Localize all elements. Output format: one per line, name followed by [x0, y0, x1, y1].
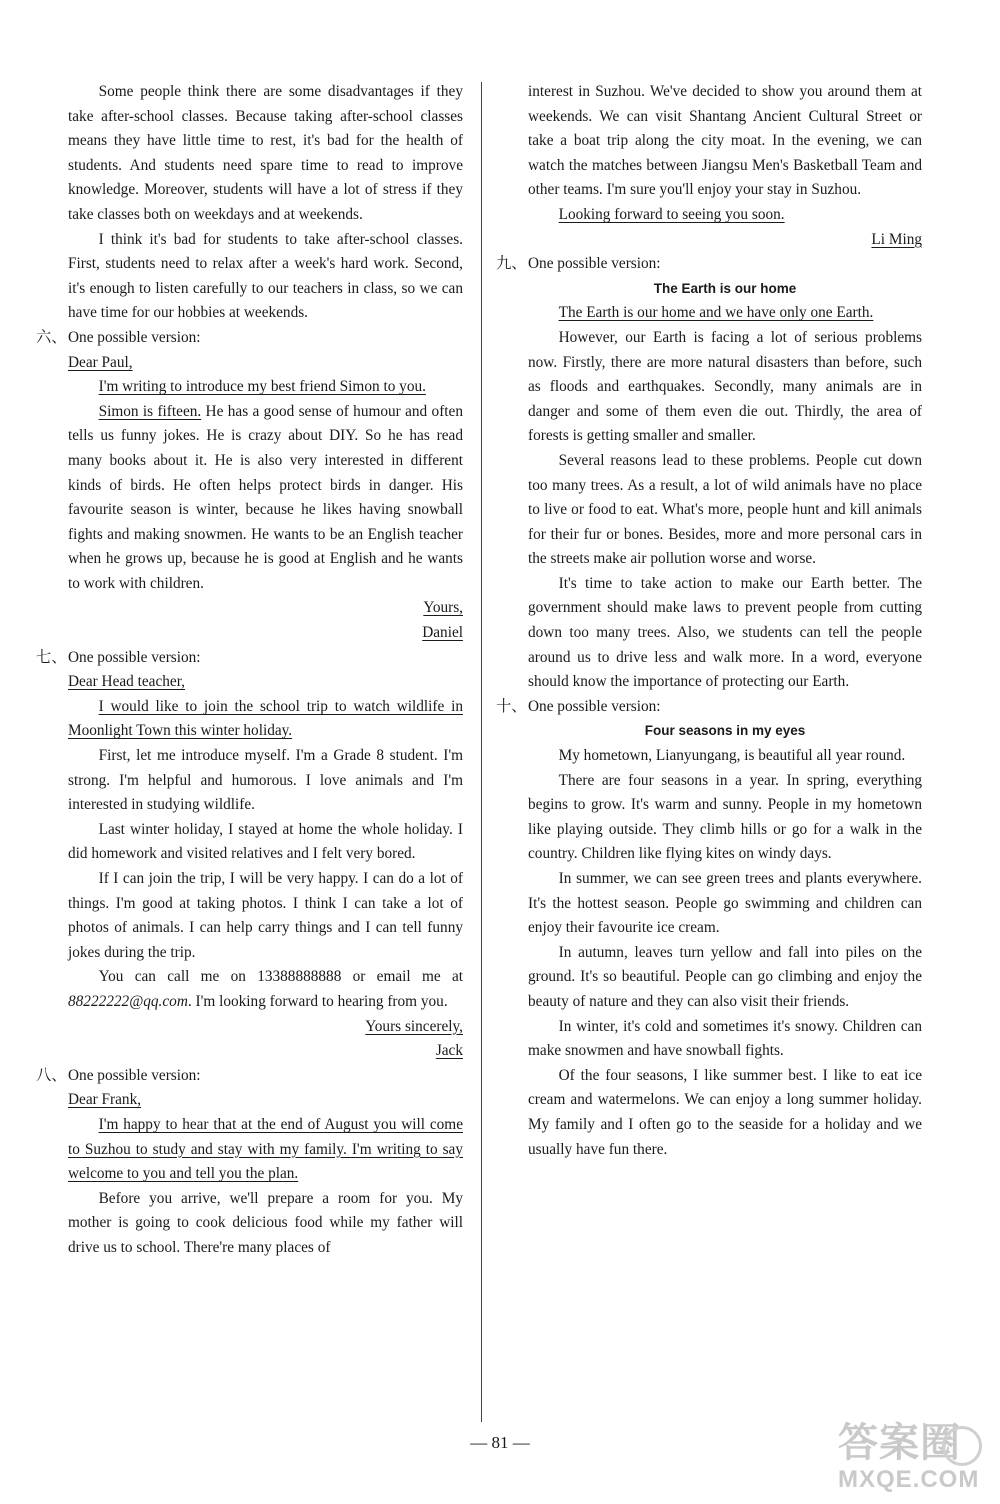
paragraph: Last winter holiday, I stayed at home the whole holiday. I did homework and visited relatives and I felt very bored.: [68, 820, 463, 863]
paragraph: First, let me introduce myself. I'm a Grade 8 student. I'm strong. I'm helpful and humorous. I love animals and I'm interested in studying wildlife.: [68, 747, 463, 814]
letter-intro: I'm happy to hear that at the end of August you will come to Suzhou to study and stay with my family. I'm writing to say welcome to you and tell you the plan.: [68, 1115, 463, 1183]
letter-signature: Li Ming: [871, 230, 922, 248]
email-address: 88222222@qq.com: [68, 992, 188, 1010]
paragraph: Before you arrive, we'll prepare a room for you. My mother is going to cook delicious food while my father will drive us to school. There're many places of: [68, 1189, 463, 1256]
paragraph: Of the four seasons, I like summer best. I like to eat ice cream and watermelons. We can enjoy a long summer holiday. My family and I often go to the seaside for a holiday and we usually have fun there.: [528, 1066, 922, 1158]
paragraph: Some people think there are some disadvantages if they take after-school classes. Because taking after-school classes means they have little time to rest, it's bad for the health of students. And students need spare time to read to improve knowledge. Moreover, students will have a lot of stress if they take classes both on weekdays and at weekends.: [68, 83, 463, 223]
section-label: One possible version:: [528, 697, 661, 715]
right-column: [496, 80, 922, 1162]
watermark-text: 答案圈: [838, 1421, 961, 1465]
section-number: 六、: [36, 328, 67, 346]
column-divider: [481, 82, 482, 1422]
paragraph: In winter, it's cold and sometimes it's snowy. Children can make snowmen and have snowball fights.: [528, 1017, 922, 1060]
section-label: One possible version:: [68, 1066, 201, 1084]
section-7-header: [36, 646, 463, 671]
paragraph: In summer, we can see green trees and plants everywhere. It's the hottest season. People go swimming and children can enjoy their favourite ice cream.: [528, 870, 922, 937]
essay-title: The Earth is our home: [653, 280, 797, 296]
paragraph: Several reasons lead to these problems. People cut down too many trees. As a result, a lot of wild animals have no place to live or food to eat. What's more, people hunt and kill animals for their fur or bones. Besides, more and more personal cars in the streets make air pollution worse and worse.: [528, 451, 922, 568]
watermark-ring-icon: [942, 1426, 982, 1466]
letter-greeting: Dear Paul,: [68, 353, 133, 371]
letter-intro: I would like to join the school trip to watch wildlife in Moonlight Town this winter holiday.: [68, 697, 463, 740]
paragraph: My hometown, Lianyungang, is beautiful all year round.: [558, 747, 906, 765]
letter-body: Simon is fifteen. He has a good sense of humour and often tells us funny jokes. He is crazy about DIY. So he has read many books about it. He is also very interested in different kinds of birds. He often helps protect birds in danger. His favourite season is winter, because he likes having snowball fights and making snowmen. He wants to be an English teacher when he grows up, because he is good at English and he wants to work with children.: [68, 402, 463, 592]
letter-closing: Yours,: [423, 599, 463, 617]
paragraph: You can call me on 13388888888 or email me at 88222222@qq.com. I'm looking forward to hearing from you.: [68, 968, 463, 1010]
letter-greeting: Dear Frank,: [68, 1091, 142, 1109]
page-number: — 81 —: [470, 1433, 530, 1452]
essay-title: Four seasons in my eyes: [644, 723, 806, 739]
essay-intro: The Earth is our home and we have only one Earth.: [558, 304, 874, 322]
paragraph: However, our Earth is facing a lot of serious problems now. Firstly, there are more natural disasters than before, such as floods and earthquakes. Secondly, many animals are in danger and some of them even die out. Thirdly, the area of forests is getting smaller and smaller.: [528, 328, 922, 445]
paragraph: interest in Suzhou. We've decided to show you around them at weekends. We can visit Shantang Ancient Cultural Street or take a boat trip along the city moat. In the evening, we can watch the matches between Jiangsu Men's Basketball Team and other teams. I'm sure you'll enjoy your stay in Suzhou.: [528, 83, 922, 199]
section-10-header: [496, 695, 922, 720]
letter-signature: Jack: [435, 1042, 463, 1060]
letter-intro: I'm writing to introduce my best friend Simon to you.: [98, 378, 426, 396]
section-label: One possible version:: [528, 255, 661, 273]
section-9-header: [496, 252, 922, 277]
section-number: 十、: [496, 697, 527, 715]
letter-signature: Daniel: [422, 624, 463, 642]
paragraph: There are four seasons in a year. In spring, everything begins to grow. It's warm and sunny. People in my hometown like playing outside. They climb hills or go for a walk in the country. Children like flying kites on windy days.: [528, 771, 922, 863]
section-number: 八、: [36, 1066, 67, 1084]
letter-greeting: Dear Head teacher,: [68, 673, 186, 691]
section-number: 七、: [36, 648, 67, 666]
section-8-header: [36, 1064, 463, 1089]
paragraph: If I can join the trip, I will be very happy. I can do a lot of things. I'm good at taking photos. I think I can take a lot of photos of animals. I can help carry things and I can tell funny jokes during the trip.: [68, 870, 463, 961]
letter-closing: Looking forward to seeing you soon.: [558, 205, 785, 223]
section-label: One possible version:: [68, 328, 201, 346]
left-column: [36, 80, 463, 1261]
watermark-logo: [838, 1420, 998, 1502]
letter-closing: Yours sincerely,: [365, 1017, 463, 1035]
watermark-domain: MXQE.COM: [838, 1466, 980, 1493]
paragraph: It's time to take action to make our Earth better. The government should make laws to prevent people from cutting down too many trees. Also, we students can tell the people around us to drive less and walk more. In a word, everyone should know the importance of protecting our Earth.: [528, 574, 922, 691]
section-number: 九、: [496, 255, 527, 273]
paragraph: I think it's bad for students to take after-school classes. First, students need to relax after a week's hard work. Second, it's enough to listen carefully to our teachers in class, so we can have time for our hobbies at weekends.: [68, 230, 463, 322]
section-label: One possible version:: [68, 648, 201, 666]
paragraph: In autumn, leaves turn yellow and fall into piles on the ground. It's so beautiful. People can go climbing and enjoy the beauty of nature and they can also visit their friends.: [528, 943, 922, 1010]
section-6-header: [36, 326, 463, 351]
